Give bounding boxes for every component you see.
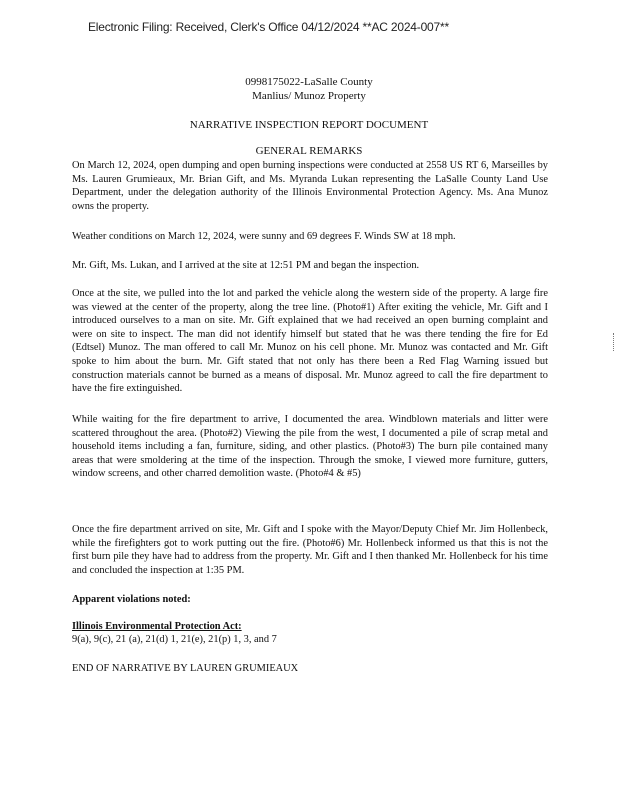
case-number: 0998175022-LaSalle County — [245, 76, 373, 88]
act-heading: Illinois Environmental Protection Act: — [72, 621, 242, 632]
end-of-narrative: END OF NARRATIVE BY LAUREN GRUMIEAUX — [72, 663, 299, 674]
violations-list: 9(a), 9(c), 21 (a), 21(d) 1, 21(e), 21(p) 1, 3, and 7 — [72, 634, 277, 645]
paragraph-weather: Weather conditions on March 12, 2024, were sunny and 69 degrees F. Winds SW at 18 mph. — [72, 231, 456, 242]
paragraph-documentation: While waiting for the fire department to arrive, I documented the area. Windblown materials and litter were scattered throughout the area. (Photo#2) Viewing the pile from the west, I documented a pile of scrap metal and household items including a fan, furniture, siding, and other plastics. (Photo#3) The burn pile contained many areas that were smoldering at the time of the inspection. Through the smoke, I viewed more furniture, gutters, window screens, and other charred demolition waste. (Photo#4 & #5) — [72, 414, 548, 480]
violations-heading: Apparent violations noted: — [72, 594, 191, 605]
section-heading: GENERAL REMARKS — [255, 145, 363, 157]
document-title: NARRATIVE INSPECTION REPORT DOCUMENT — [189, 119, 429, 131]
paragraph-intro: On March 12, 2024, open dumping and open burning inspections were conducted at 2558 US RT 6, Marseilles by Ms. Lauren Grumieaux, Mr. Brian Gift, and Ms. Myranda Lukan representing the LaSalle County Land Use Department, under the delegation authority of the Illinois Environmental Protection Agency. Ms. Ana Munoz owns the property. — [72, 160, 548, 212]
paragraph-site-observations: Once at the site, we pulled into the lot and parked the vehicle along the western side of the property. A large fire was viewed at the center of the property, along the tree line. (Photo#1) After exiting the vehicle, Mr. Gift and I introduced ourselves to a man on site. Mr. Gift explained that we had received an open burning complaint and were on site to inspect. The man did not identify himself but stated that he was there tending the fire for Ed (Edtsel) Munoz. The man offered to call Mr. Munoz on his cell phone. Mr. Munoz was contacted and Mr. Gift spoke to him about the burn. Mr. Gift stated that not only has there been a Red Flag Warning issued but construction materials cannot be burned as a means of disposal. Mr. Munoz agreed to call the fire department to have the fire extinguished. — [72, 288, 548, 395]
paragraph-arrival: Mr. Gift, Ms. Lukan, and I arrived at the site at 12:51 PM and began the inspection. — [72, 260, 420, 271]
electronic-filing-header: Electronic Filing: Received, Clerk's Office 04/12/2024 **AC 2024-007** — [88, 20, 449, 34]
margin-mark — [613, 333, 615, 351]
property-name: Manlius/ Munoz Property — [252, 90, 366, 102]
paragraph-fire-department: Once the fire department arrived on site, Mr. Gift and I spoke with the Mayor/Deputy Chief Mr. Jim Hollenbeck, while the firefighters got to work putting out the fire. (Photo#6) Mr. Hollenbeck informed us that this is not the first burn pile they have had to address from the property. Mr. Gift and I then thanked Mr. Hollenbeck for his time and concluded the inspection at 1:35 PM. — [72, 524, 548, 576]
